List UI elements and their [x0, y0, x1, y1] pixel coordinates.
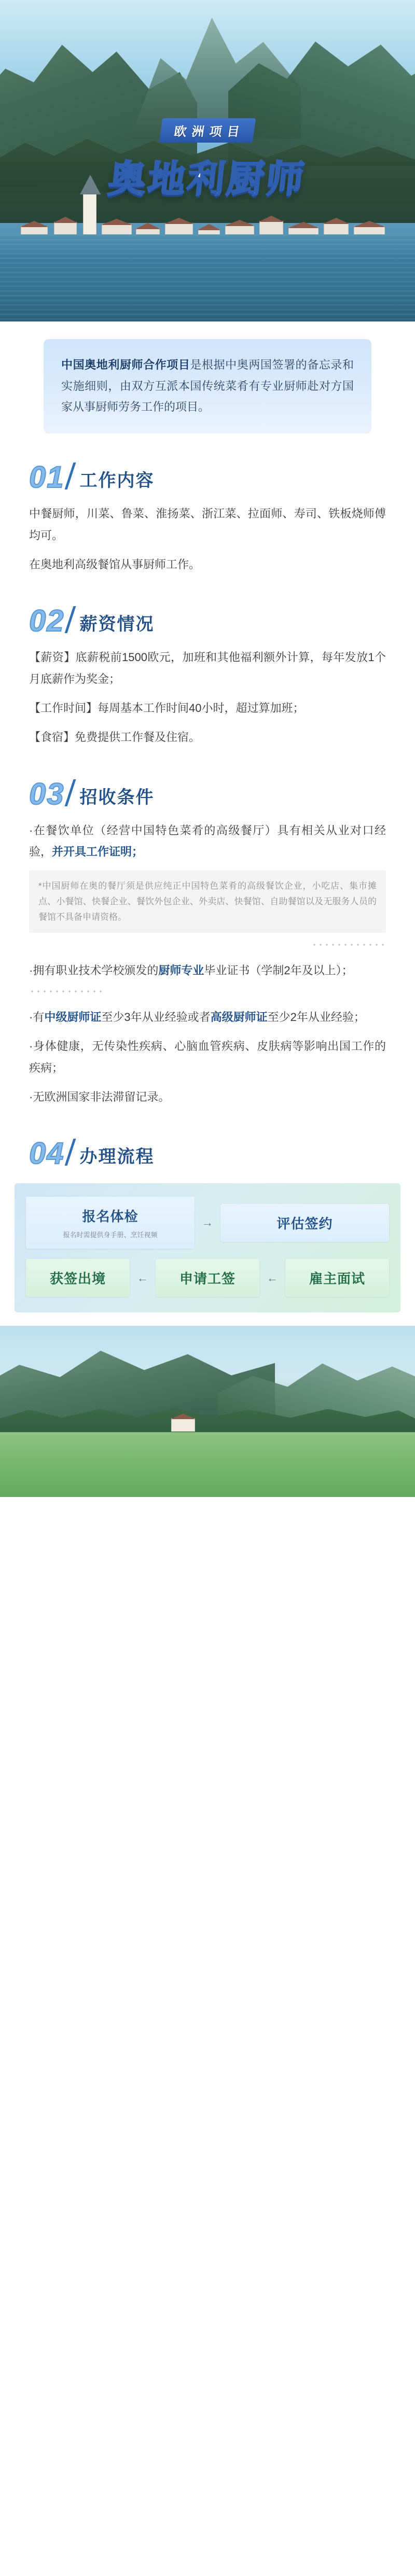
flow-row-1	[26, 1197, 389, 1249]
section-number: 02	[29, 604, 65, 638]
footer-mountain-right	[218, 1341, 415, 1419]
slash-divider-icon	[64, 463, 76, 489]
paragraph: 【工作时间】每周基本工作时间40小时，超过算加班；	[29, 702, 305, 715]
process-flow	[15, 1183, 400, 1312]
dotted-divider	[29, 989, 102, 994]
section-body-03c	[0, 1001, 415, 1108]
requirement-emphasis: 中级厨师证	[44, 1011, 102, 1024]
flow-step-title: 雇主面试	[309, 1271, 365, 1287]
requirement-item	[29, 1006, 386, 1028]
requirement-emphasis: 厨师专业	[158, 964, 204, 977]
slash-divider-icon	[64, 779, 76, 806]
intro-section	[0, 321, 415, 439]
section-body-01	[0, 498, 415, 575]
paragraph: 在奥地利高级餐馆从事厨师工作。	[29, 557, 201, 571]
flow-step-title: 获签出境	[49, 1271, 106, 1287]
paragraph: 中餐厨师，川菜、鲁菜、淮扬菜、浙江菜、拉面师、寿司、铁板烧师傅均可。	[29, 507, 386, 542]
section-heading-03	[0, 755, 415, 815]
requirement-text: ·拥有职业技术学校颁发的	[29, 964, 159, 977]
requirement-text: 至少3年从业经验或者	[101, 1011, 211, 1024]
dotted-divider	[313, 942, 386, 947]
flow-step-title: 报名体检	[82, 1209, 139, 1225]
hero-title: 奥地利厨师	[106, 159, 308, 200]
flow-row-2	[26, 1259, 389, 1297]
footer-farmhouse	[171, 1418, 195, 1432]
requirement-text: ·在餐饮单位（经营中国特色菜肴的高级餐厅）具有相关从业对口经验，	[29, 823, 386, 859]
section-title: 薪资情况	[79, 614, 155, 635]
section-heading-02	[0, 582, 415, 641]
requirement-text: 毕业证书（学制2年及以上）；	[204, 964, 353, 977]
requirement-item	[29, 960, 386, 982]
footer-landscape-image	[0, 1326, 415, 1497]
requirement-text: 至少2年从业经验；	[267, 1011, 365, 1024]
flow-step-departure[interactable]	[26, 1259, 130, 1297]
flow-step-title: 申请工签	[179, 1271, 236, 1287]
flow-step-title: 评估签约	[276, 1215, 333, 1231]
intro-strong: 中国奥地利厨师合作项目	[61, 358, 190, 371]
section-heading-01	[0, 439, 415, 498]
arrow-right-icon: →	[202, 1216, 213, 1229]
requirement-item	[29, 820, 386, 863]
requirement-text: ·有	[29, 1011, 45, 1024]
lake-water	[0, 234, 415, 321]
section-title: 招收条件	[79, 787, 155, 807]
section-number: 03	[29, 777, 65, 811]
section-title: 工作内容	[79, 471, 155, 491]
flow-step-interview[interactable]	[285, 1259, 389, 1297]
paragraph: 【食宿】免费提供工作餐及住宿。	[29, 730, 201, 744]
intro-card	[44, 339, 371, 433]
requirement-item: ·无欧洲国家非法滞留记录。	[29, 1090, 170, 1103]
footer-meadow	[0, 1432, 415, 1497]
section-body-03	[0, 815, 415, 863]
requirement-item: ·身体健康，无传染性疾病、心脑血管疾病、皮肤病等影响出国工作的疾病；	[29, 1040, 386, 1074]
hero-banner	[0, 0, 415, 321]
intro-text: 是根据中奥两国签署的备忘录和实施细则，由双方互派本国传统菜肴有专业厨师赴对方国家从事厨师劳务工作的项目。	[61, 358, 354, 414]
arrow-left-icon: ←	[267, 1271, 278, 1284]
hero-title-group	[0, 118, 415, 203]
flow-step-visa[interactable]	[156, 1259, 259, 1297]
section-title: 办理流程	[79, 1147, 155, 1167]
paragraph: 【薪资】底薪税前1500欧元，加班和其他福利额外计算，每年发放1个月底薪作为奖金；	[29, 651, 386, 686]
slash-divider-icon	[64, 606, 76, 633]
section-body-03b	[0, 955, 415, 982]
requirement-emphasis: 高级厨师证	[210, 1011, 268, 1024]
section-number: 04	[29, 1137, 65, 1171]
eligibility-note: *中国厨师在奥的餐厅须是供应纯正中国特色菜肴的高级餐饮企业，小吃店、集市摊点、小餐馆、快餐企业、餐饮外包企业、外卖店、快餐馆、自助餐馆以及无服务人员的餐馆不具备申请资格。	[29, 870, 386, 933]
section-number: 01	[29, 460, 65, 495]
section-heading-04	[0, 1115, 415, 1174]
flow-step-signup[interactable]	[26, 1197, 195, 1249]
hero-kicker: 欧洲项目	[159, 118, 256, 143]
requirement-emphasis: 并开具工作证明；	[52, 845, 144, 859]
slash-divider-icon	[64, 1139, 76, 1166]
flow-step-subtitle: 报名时需提供身手册、烹饪视频	[63, 1231, 158, 1239]
flow-step-evaluation[interactable]	[220, 1204, 389, 1242]
arrow-left-icon: ←	[137, 1271, 148, 1284]
section-body-02	[0, 641, 415, 748]
